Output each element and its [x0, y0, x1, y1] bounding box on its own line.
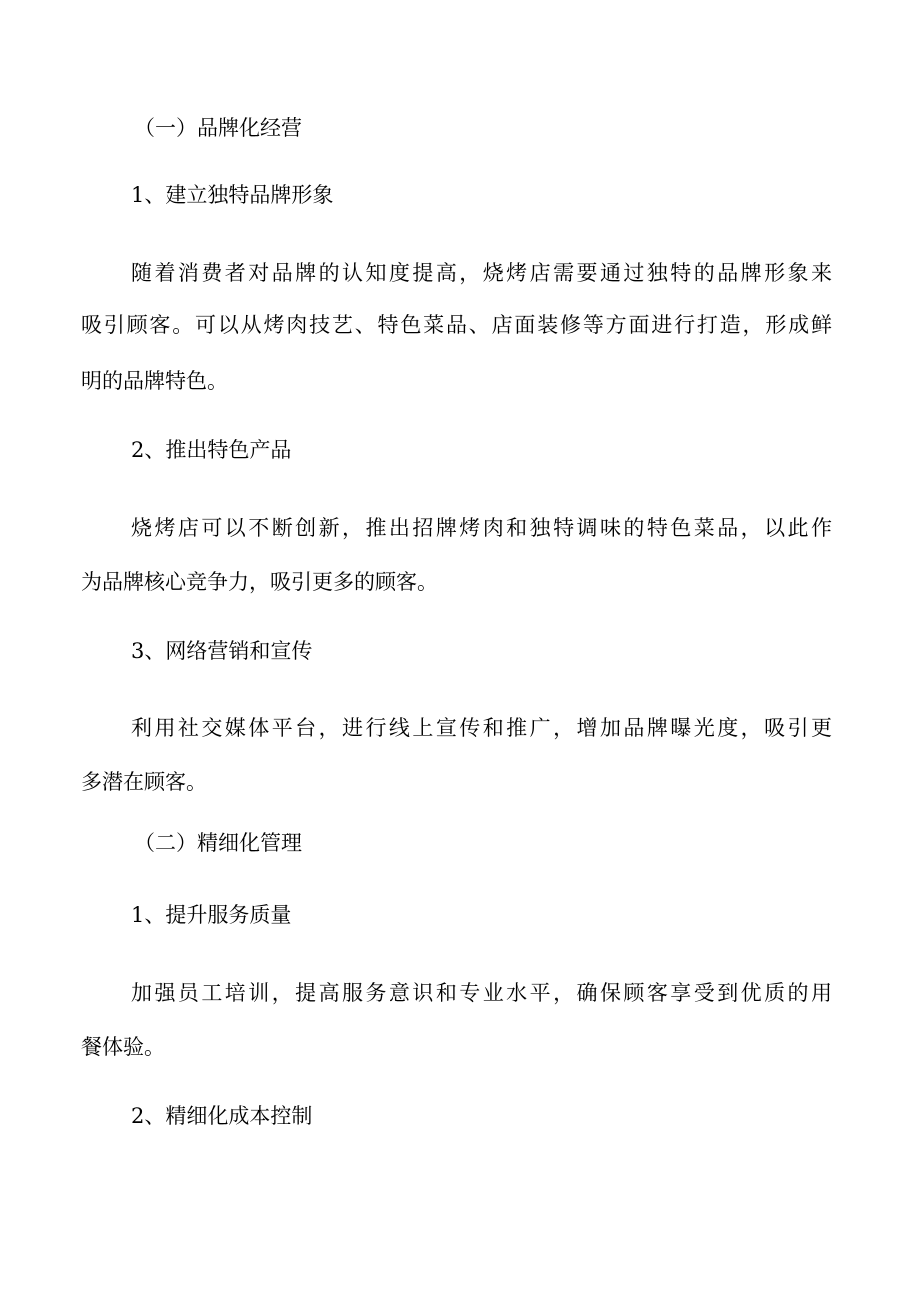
section-title-fine-management: （二）精细化管理 — [134, 831, 302, 855]
paragraph-line: 随着消费者对品牌的认知度提高，烧烤店需要通过独特的品牌形象来 — [131, 261, 832, 285]
paragraph-line: 利用社交媒体平台，进行线上宣传和推广，增加品牌曝光度，吸引更 — [131, 716, 832, 740]
paragraph-line: 烧烤店可以不断创新，推出招牌烤肉和独特调味的特色菜品，以此作 — [131, 516, 832, 540]
heading-specialty-products: 2、推出特色产品 — [131, 438, 292, 462]
paragraph-line: 吸引顾客。可以从烤肉技艺、特色菜品、店面装修等方面进行打造，形成鲜 — [81, 313, 832, 337]
heading-brand-image: 1、建立独特品牌形象 — [131, 183, 334, 207]
paragraph-line: 为品牌核心竞争力，吸引更多的顾客。 — [81, 570, 438, 594]
paragraph-line: 餐体验。 — [81, 1035, 165, 1059]
heading-cost-control: 2、精细化成本控制 — [131, 1104, 313, 1128]
paragraph-line: 加强员工培训，提高服务意识和专业水平，确保顾客享受到优质的用 — [131, 981, 832, 1005]
paragraph-line: 多潜在顾客。 — [81, 770, 207, 794]
heading-service-quality: 1、提升服务质量 — [131, 903, 292, 927]
heading-online-marketing: 3、网络营销和宣传 — [131, 639, 313, 663]
section-title-branding: （一）品牌化经营 — [134, 116, 302, 140]
paragraph-line: 明的品牌特色。 — [81, 369, 228, 393]
